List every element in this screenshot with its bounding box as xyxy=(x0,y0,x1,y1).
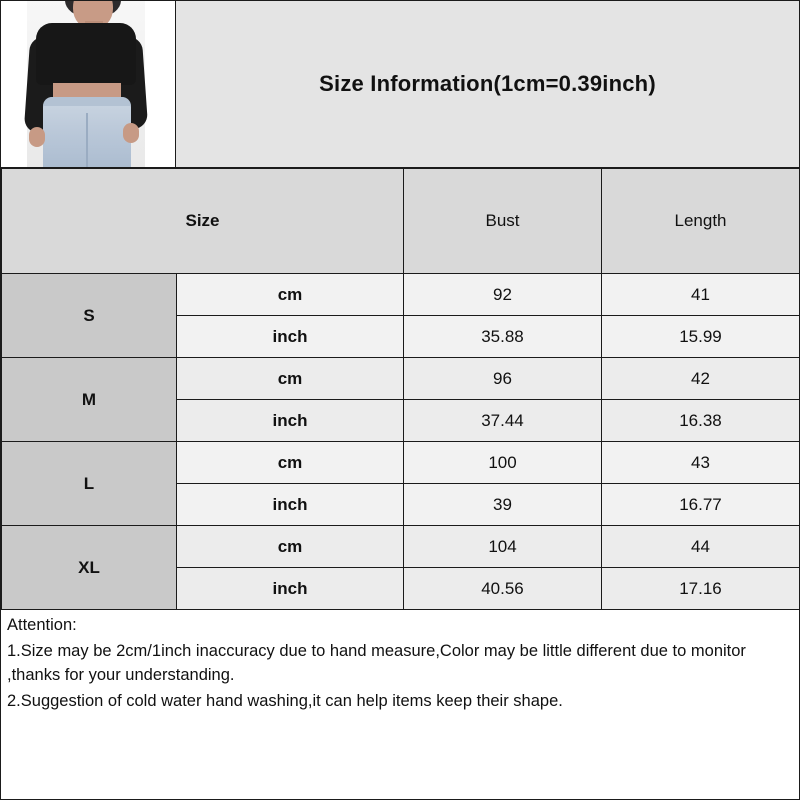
attention-block xyxy=(1,610,799,720)
size-label-l: L xyxy=(2,442,177,526)
length-inch-xl: 17.16 xyxy=(602,568,800,610)
length-inch-m: 16.38 xyxy=(602,400,800,442)
table-row xyxy=(2,274,800,316)
bust-inch-xl: 40.56 xyxy=(404,568,602,610)
bust-inch-m: 37.44 xyxy=(404,400,602,442)
column-header-size: Size xyxy=(2,169,404,274)
unit-cm-l: cm xyxy=(177,442,404,484)
length-cm-l: 43 xyxy=(602,442,800,484)
model-right-hand xyxy=(123,123,139,143)
unit-cm-xl: cm xyxy=(177,526,404,568)
attention-line-2: 2.Suggestion of cold water hand washing,it can help items keep their shape. xyxy=(7,692,563,711)
attention-line-1: 1.Size may be 2cm/1inch inaccuracy due to hand measure,Color may be little different due to monitor ,thanks for your understanding. xyxy=(7,642,746,684)
length-cm-s: 41 xyxy=(602,274,800,316)
table-header-row xyxy=(2,169,800,274)
bust-inch-s: 35.88 xyxy=(404,316,602,358)
size-label-s: S xyxy=(2,274,177,358)
length-cm-xl: 44 xyxy=(602,526,800,568)
column-header-length: Length xyxy=(602,169,800,274)
bust-inch-l: 39 xyxy=(404,484,602,526)
unit-inch-s: inch xyxy=(177,316,404,358)
unit-cm-s: cm xyxy=(177,274,404,316)
length-inch-s: 15.99 xyxy=(602,316,800,358)
table-row xyxy=(2,526,800,568)
model-crop-top xyxy=(36,23,136,85)
size-table xyxy=(1,168,800,610)
size-label-m: M xyxy=(2,358,177,442)
unit-inch-l: inch xyxy=(177,484,404,526)
bust-cm-m: 96 xyxy=(404,358,602,400)
column-header-bust: Bust xyxy=(404,169,602,274)
unit-inch-m: inch xyxy=(177,400,404,442)
title-cell xyxy=(176,1,799,167)
product-photo xyxy=(1,1,176,167)
unit-cm-m: cm xyxy=(177,358,404,400)
model-illustration xyxy=(1,1,175,167)
model-left-hand xyxy=(29,127,45,147)
bust-cm-xl: 104 xyxy=(404,526,602,568)
attention-title: Attention: xyxy=(7,616,77,634)
bust-cm-s: 92 xyxy=(404,274,602,316)
table-row xyxy=(2,358,800,400)
size-label-xl: XL xyxy=(2,526,177,610)
bust-cm-l: 100 xyxy=(404,442,602,484)
header-row xyxy=(1,1,799,168)
table-row xyxy=(2,442,800,484)
length-inch-l: 16.77 xyxy=(602,484,800,526)
page-title: Size Information(1cm=0.39inch) xyxy=(319,71,656,96)
unit-inch-xl: inch xyxy=(177,568,404,610)
length-cm-m: 42 xyxy=(602,358,800,400)
